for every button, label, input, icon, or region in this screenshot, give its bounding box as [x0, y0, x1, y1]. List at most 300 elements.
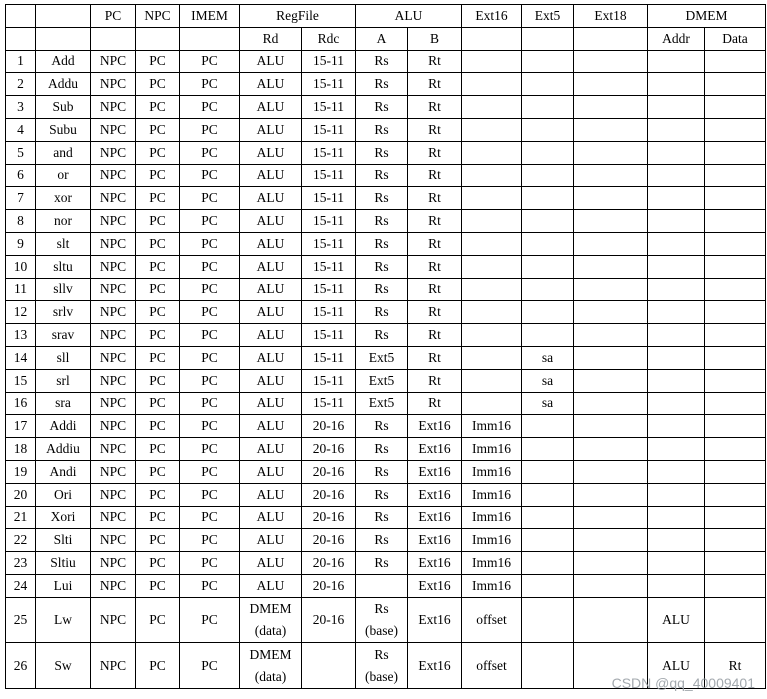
table-cell: [705, 529, 766, 552]
table-cell: NPC: [91, 324, 136, 347]
table-cell: [574, 96, 648, 119]
table-cell: ALU: [240, 529, 302, 552]
table-cell: ALU: [240, 415, 302, 438]
table-cell: Imm16: [462, 552, 522, 575]
table-cell: [705, 187, 766, 210]
table-cell: Rs: [356, 164, 408, 187]
table-cell: Ext16: [408, 415, 462, 438]
table-cell: 20-16: [302, 529, 356, 552]
table-cell: 8: [6, 210, 36, 233]
header-rd: Rd: [240, 27, 302, 50]
table-cell: Imm16: [462, 438, 522, 461]
table-cell: [574, 552, 648, 575]
table-cell: Imm16: [462, 415, 522, 438]
table-cell: 17: [6, 415, 36, 438]
table-cell: srlv: [36, 301, 91, 324]
table-row: [6, 50, 766, 73]
table-cell: 2: [6, 73, 36, 96]
table-cell: 15-11: [302, 210, 356, 233]
table-cell: [522, 643, 574, 689]
table-cell: NPC: [91, 506, 136, 529]
table-cell: [705, 301, 766, 324]
table-cell: NPC: [91, 187, 136, 210]
table-cell: 20-16: [302, 506, 356, 529]
table-cell: [705, 324, 766, 347]
header-cell: [462, 27, 522, 50]
table-cell: ALU: [648, 643, 705, 689]
table-cell: Sub: [36, 96, 91, 119]
table-cell: ALU: [240, 232, 302, 255]
table-cell: Rt: [408, 210, 462, 233]
table-row: [6, 187, 766, 210]
table-cell: PC: [136, 483, 180, 506]
table-cell: Sw: [36, 643, 91, 689]
table-cell: 9: [6, 232, 36, 255]
table-cell: Rs: [356, 96, 408, 119]
table-cell: Ext16: [408, 529, 462, 552]
table-cell: PC: [136, 232, 180, 255]
header-cell: [91, 27, 136, 50]
table-cell: NPC: [91, 232, 136, 255]
table-cell: NPC: [91, 529, 136, 552]
table-cell: PC: [136, 506, 180, 529]
table-cell: PC: [136, 141, 180, 164]
table-cell: 15-11: [302, 324, 356, 347]
table-cell: Rt: [705, 643, 766, 689]
table-cell: Ext5: [356, 346, 408, 369]
header-cell: [6, 5, 36, 28]
table-cell: Rs: [356, 506, 408, 529]
table-cell: PC: [136, 255, 180, 278]
table-cell: PC: [136, 164, 180, 187]
table-row: [6, 210, 766, 233]
table-cell: PC: [180, 438, 240, 461]
table-cell: PC: [180, 460, 240, 483]
table-cell: [648, 506, 705, 529]
table-cell: Ext16: [408, 643, 462, 689]
table-cell: ALU: [240, 187, 302, 210]
table-cell: 15-11: [302, 50, 356, 73]
table-cell: 21: [6, 506, 36, 529]
table-cell: 13: [6, 324, 36, 347]
table-cell: [462, 392, 522, 415]
table-cell: [705, 415, 766, 438]
table-cell: Rs: [356, 324, 408, 347]
table-cell: PC: [136, 438, 180, 461]
table-cell: NPC: [91, 574, 136, 597]
table-row: [6, 232, 766, 255]
table-cell: PC: [180, 574, 240, 597]
table-cell: 4: [6, 118, 36, 141]
header-dmem: DMEM: [648, 5, 766, 28]
watermark: CSDN @qq_40009401: [611, 675, 755, 691]
table-cell: 15-11: [302, 369, 356, 392]
table-cell: Rs: [356, 50, 408, 73]
table-cell: Rs: [356, 255, 408, 278]
table-cell: ALU: [240, 369, 302, 392]
table-row: [6, 415, 766, 438]
table-cell: [462, 118, 522, 141]
header-ext5: Ext5: [522, 5, 574, 28]
table-cell: [705, 232, 766, 255]
table-cell: sa: [522, 369, 574, 392]
table-cell: [522, 301, 574, 324]
table-cell: Addu: [36, 73, 91, 96]
table-cell: 6: [6, 164, 36, 187]
table-cell: Ext16: [408, 574, 462, 597]
table-cell: Rt: [408, 392, 462, 415]
table-cell: 20-16: [302, 415, 356, 438]
table-cell: sa: [522, 346, 574, 369]
table-cell: ALU: [240, 96, 302, 119]
table-cell: [522, 255, 574, 278]
table-cell: Xori: [36, 506, 91, 529]
table-cell: ALU: [240, 118, 302, 141]
table-cell: 14: [6, 346, 36, 369]
table-cell: [705, 164, 766, 187]
table-cell: ALU: [240, 346, 302, 369]
table-cell: [648, 483, 705, 506]
table-cell: PC: [180, 369, 240, 392]
table-cell: [574, 278, 648, 301]
header-imem: IMEM: [180, 5, 240, 28]
table-cell: PC: [136, 346, 180, 369]
table-cell: [574, 574, 648, 597]
table-cell: [462, 210, 522, 233]
table-cell: [462, 324, 522, 347]
table-cell: [356, 574, 408, 597]
table-cell: [705, 438, 766, 461]
table-cell: PC: [136, 210, 180, 233]
table-cell: [648, 141, 705, 164]
table-row: [6, 118, 766, 141]
table-cell: 19: [6, 460, 36, 483]
table-cell: [574, 255, 648, 278]
table-cell: DMEM (data): [240, 643, 302, 689]
table-row: [6, 460, 766, 483]
table-cell: [462, 187, 522, 210]
table-cell: [705, 141, 766, 164]
table-cell: [522, 574, 574, 597]
table-cell: [462, 278, 522, 301]
table-cell: [648, 324, 705, 347]
table-cell: Ext16: [408, 438, 462, 461]
table-cell: [522, 187, 574, 210]
table-cell: PC: [180, 50, 240, 73]
table-cell: 15-11: [302, 392, 356, 415]
table-cell: [462, 369, 522, 392]
table-cell: [462, 346, 522, 369]
table-cell: NPC: [91, 301, 136, 324]
table-cell: [705, 483, 766, 506]
table-row: [6, 483, 766, 506]
table-cell: PC: [180, 210, 240, 233]
table-cell: ALU: [240, 141, 302, 164]
table-cell: 15-11: [302, 278, 356, 301]
table-cell: Addi: [36, 415, 91, 438]
table-cell: Ext5: [356, 369, 408, 392]
table-cell: [705, 255, 766, 278]
table-cell: 15-11: [302, 96, 356, 119]
table-cell: [462, 141, 522, 164]
table-cell: Rt: [408, 301, 462, 324]
table-cell: Slti: [36, 529, 91, 552]
table-cell: [648, 415, 705, 438]
table-cell: [705, 346, 766, 369]
table-cell: sa: [522, 392, 574, 415]
header-ext18: Ext18: [574, 5, 648, 28]
table-row: [6, 369, 766, 392]
table-cell: 20-16: [302, 597, 356, 643]
table-cell: Rt: [408, 96, 462, 119]
table-cell: PC: [136, 415, 180, 438]
table-cell: 12: [6, 301, 36, 324]
table-cell: Lw: [36, 597, 91, 643]
table-cell: [648, 118, 705, 141]
table-cell: NPC: [91, 369, 136, 392]
table-cell: Ext16: [408, 506, 462, 529]
table-cell: 15-11: [302, 164, 356, 187]
table-cell: ALU: [240, 483, 302, 506]
table-cell: [574, 118, 648, 141]
table-cell: Imm16: [462, 506, 522, 529]
table-cell: 15-11: [302, 232, 356, 255]
table-cell: Rs: [356, 141, 408, 164]
table-cell: PC: [180, 187, 240, 210]
table-cell: ALU: [240, 278, 302, 301]
table-cell: PC: [136, 460, 180, 483]
table-cell: 26: [6, 643, 36, 689]
header-cell: [36, 27, 91, 50]
table-cell: [462, 50, 522, 73]
table-cell: Ext16: [408, 597, 462, 643]
table-cell: [648, 278, 705, 301]
table-cell: PC: [136, 50, 180, 73]
table-cell: ALU: [240, 50, 302, 73]
table-cell: PC: [136, 118, 180, 141]
table-cell: PC: [180, 346, 240, 369]
header-row-2: [6, 27, 766, 50]
table-cell: [648, 187, 705, 210]
table-cell: ALU: [240, 324, 302, 347]
table-cell: sltu: [36, 255, 91, 278]
table-cell: [522, 73, 574, 96]
table-cell: ALU: [240, 73, 302, 96]
table-cell: 25: [6, 597, 36, 643]
table-cell: Rt: [408, 278, 462, 301]
table-row: [6, 255, 766, 278]
header-cell: [180, 27, 240, 50]
header-data: Data: [705, 27, 766, 50]
table-cell: [705, 369, 766, 392]
table-cell: NPC: [91, 643, 136, 689]
table-cell: 20: [6, 483, 36, 506]
table-cell: offset: [462, 597, 522, 643]
table-cell: Rs: [356, 232, 408, 255]
table-cell: 15: [6, 369, 36, 392]
table-cell: Rs: [356, 552, 408, 575]
table-cell: NPC: [91, 552, 136, 575]
table-cell: [648, 346, 705, 369]
table-cell: [648, 50, 705, 73]
table-cell: [574, 597, 648, 643]
table-cell: NPC: [91, 50, 136, 73]
header-rdc: Rdc: [302, 27, 356, 50]
table-cell: srav: [36, 324, 91, 347]
table-cell: PC: [180, 529, 240, 552]
table-cell: ALU: [240, 552, 302, 575]
table-cell: ALU: [240, 506, 302, 529]
table-cell: [302, 643, 356, 689]
table-cell: [574, 346, 648, 369]
table-row: [6, 597, 766, 643]
table-cell: ALU: [240, 438, 302, 461]
table-cell: PC: [180, 96, 240, 119]
table-cell: [574, 483, 648, 506]
table-cell: Rt: [408, 50, 462, 73]
table-cell: 22: [6, 529, 36, 552]
table-cell: 15-11: [302, 255, 356, 278]
table-cell: [648, 255, 705, 278]
table-cell: [648, 301, 705, 324]
table-row: [6, 346, 766, 369]
table-cell: PC: [180, 597, 240, 643]
table-cell: Imm16: [462, 529, 522, 552]
table-cell: [522, 232, 574, 255]
table-cell: ALU: [648, 597, 705, 643]
table-cell: Rs (base): [356, 643, 408, 689]
table-row: [6, 164, 766, 187]
table-cell: [648, 529, 705, 552]
table-cell: [462, 301, 522, 324]
table-cell: [574, 164, 648, 187]
table-cell: NPC: [91, 460, 136, 483]
table-cell: NPC: [91, 346, 136, 369]
table-cell: [574, 506, 648, 529]
table-cell: 15-11: [302, 301, 356, 324]
table-cell: Rt: [408, 141, 462, 164]
table-cell: Subu: [36, 118, 91, 141]
table-cell: [522, 96, 574, 119]
table-cell: Rs: [356, 483, 408, 506]
table-cell: Andi: [36, 460, 91, 483]
table-cell: Rs: [356, 118, 408, 141]
table-cell: 15-11: [302, 118, 356, 141]
table-cell: Rt: [408, 369, 462, 392]
table-cell: [462, 73, 522, 96]
table-cell: PC: [180, 301, 240, 324]
table-cell: NPC: [91, 210, 136, 233]
table-cell: [705, 96, 766, 119]
table-cell: [648, 73, 705, 96]
table-cell: [522, 164, 574, 187]
table-cell: Rs: [356, 187, 408, 210]
table-cell: Rs: [356, 278, 408, 301]
header-regfile: RegFile: [240, 5, 356, 28]
table-cell: Ext16: [408, 460, 462, 483]
table-cell: 18: [6, 438, 36, 461]
table-row: [6, 301, 766, 324]
table-cell: Imm16: [462, 574, 522, 597]
table-cell: PC: [180, 392, 240, 415]
table-cell: Rs: [356, 460, 408, 483]
table-cell: NPC: [91, 255, 136, 278]
header-cell: [136, 27, 180, 50]
table-cell: DMEM (data): [240, 597, 302, 643]
table-row: [6, 73, 766, 96]
table-cell: [522, 50, 574, 73]
table-cell: Rt: [408, 164, 462, 187]
table-cell: PC: [136, 73, 180, 96]
table-cell: NPC: [91, 164, 136, 187]
table-cell: PC: [136, 529, 180, 552]
table-cell: [574, 415, 648, 438]
table-cell: [648, 210, 705, 233]
table-cell: 24: [6, 574, 36, 597]
table-cell: Lui: [36, 574, 91, 597]
table-cell: [648, 164, 705, 187]
table-cell: [574, 529, 648, 552]
table-cell: and: [36, 141, 91, 164]
table-cell: or: [36, 164, 91, 187]
table-cell: Rs: [356, 438, 408, 461]
table-cell: [522, 529, 574, 552]
table-cell: [574, 50, 648, 73]
table-cell: ALU: [240, 210, 302, 233]
table-cell: PC: [180, 278, 240, 301]
table-cell: [574, 460, 648, 483]
table-cell: NPC: [91, 141, 136, 164]
table-cell: 20-16: [302, 552, 356, 575]
table-cell: PC: [180, 118, 240, 141]
table-row: [6, 278, 766, 301]
table-cell: [522, 506, 574, 529]
table-cell: [705, 210, 766, 233]
table-cell: Imm16: [462, 460, 522, 483]
table-cell: 16: [6, 392, 36, 415]
table-cell: 3: [6, 96, 36, 119]
table-cell: Addiu: [36, 438, 91, 461]
table-cell: [705, 460, 766, 483]
table-cell: Ext16: [408, 483, 462, 506]
table-cell: [522, 438, 574, 461]
table-cell: ALU: [240, 392, 302, 415]
table-cell: 15-11: [302, 141, 356, 164]
table-cell: Add: [36, 50, 91, 73]
table-cell: ALU: [240, 301, 302, 324]
table-cell: [522, 460, 574, 483]
header-ext16: Ext16: [462, 5, 522, 28]
table-cell: sll: [36, 346, 91, 369]
table-cell: [522, 324, 574, 347]
table-cell: PC: [136, 96, 180, 119]
table-cell: ALU: [240, 255, 302, 278]
table-cell: PC: [180, 483, 240, 506]
table-cell: sllv: [36, 278, 91, 301]
table-cell: [574, 73, 648, 96]
table-cell: [648, 369, 705, 392]
table-body: [6, 5, 766, 689]
table-cell: 7: [6, 187, 36, 210]
table-cell: Rt: [408, 255, 462, 278]
table-cell: 15-11: [302, 73, 356, 96]
table-row: [6, 141, 766, 164]
table-cell: NPC: [91, 118, 136, 141]
table-cell: NPC: [91, 96, 136, 119]
table-cell: [522, 210, 574, 233]
header-addr: Addr: [648, 27, 705, 50]
table-cell: Rs: [356, 301, 408, 324]
